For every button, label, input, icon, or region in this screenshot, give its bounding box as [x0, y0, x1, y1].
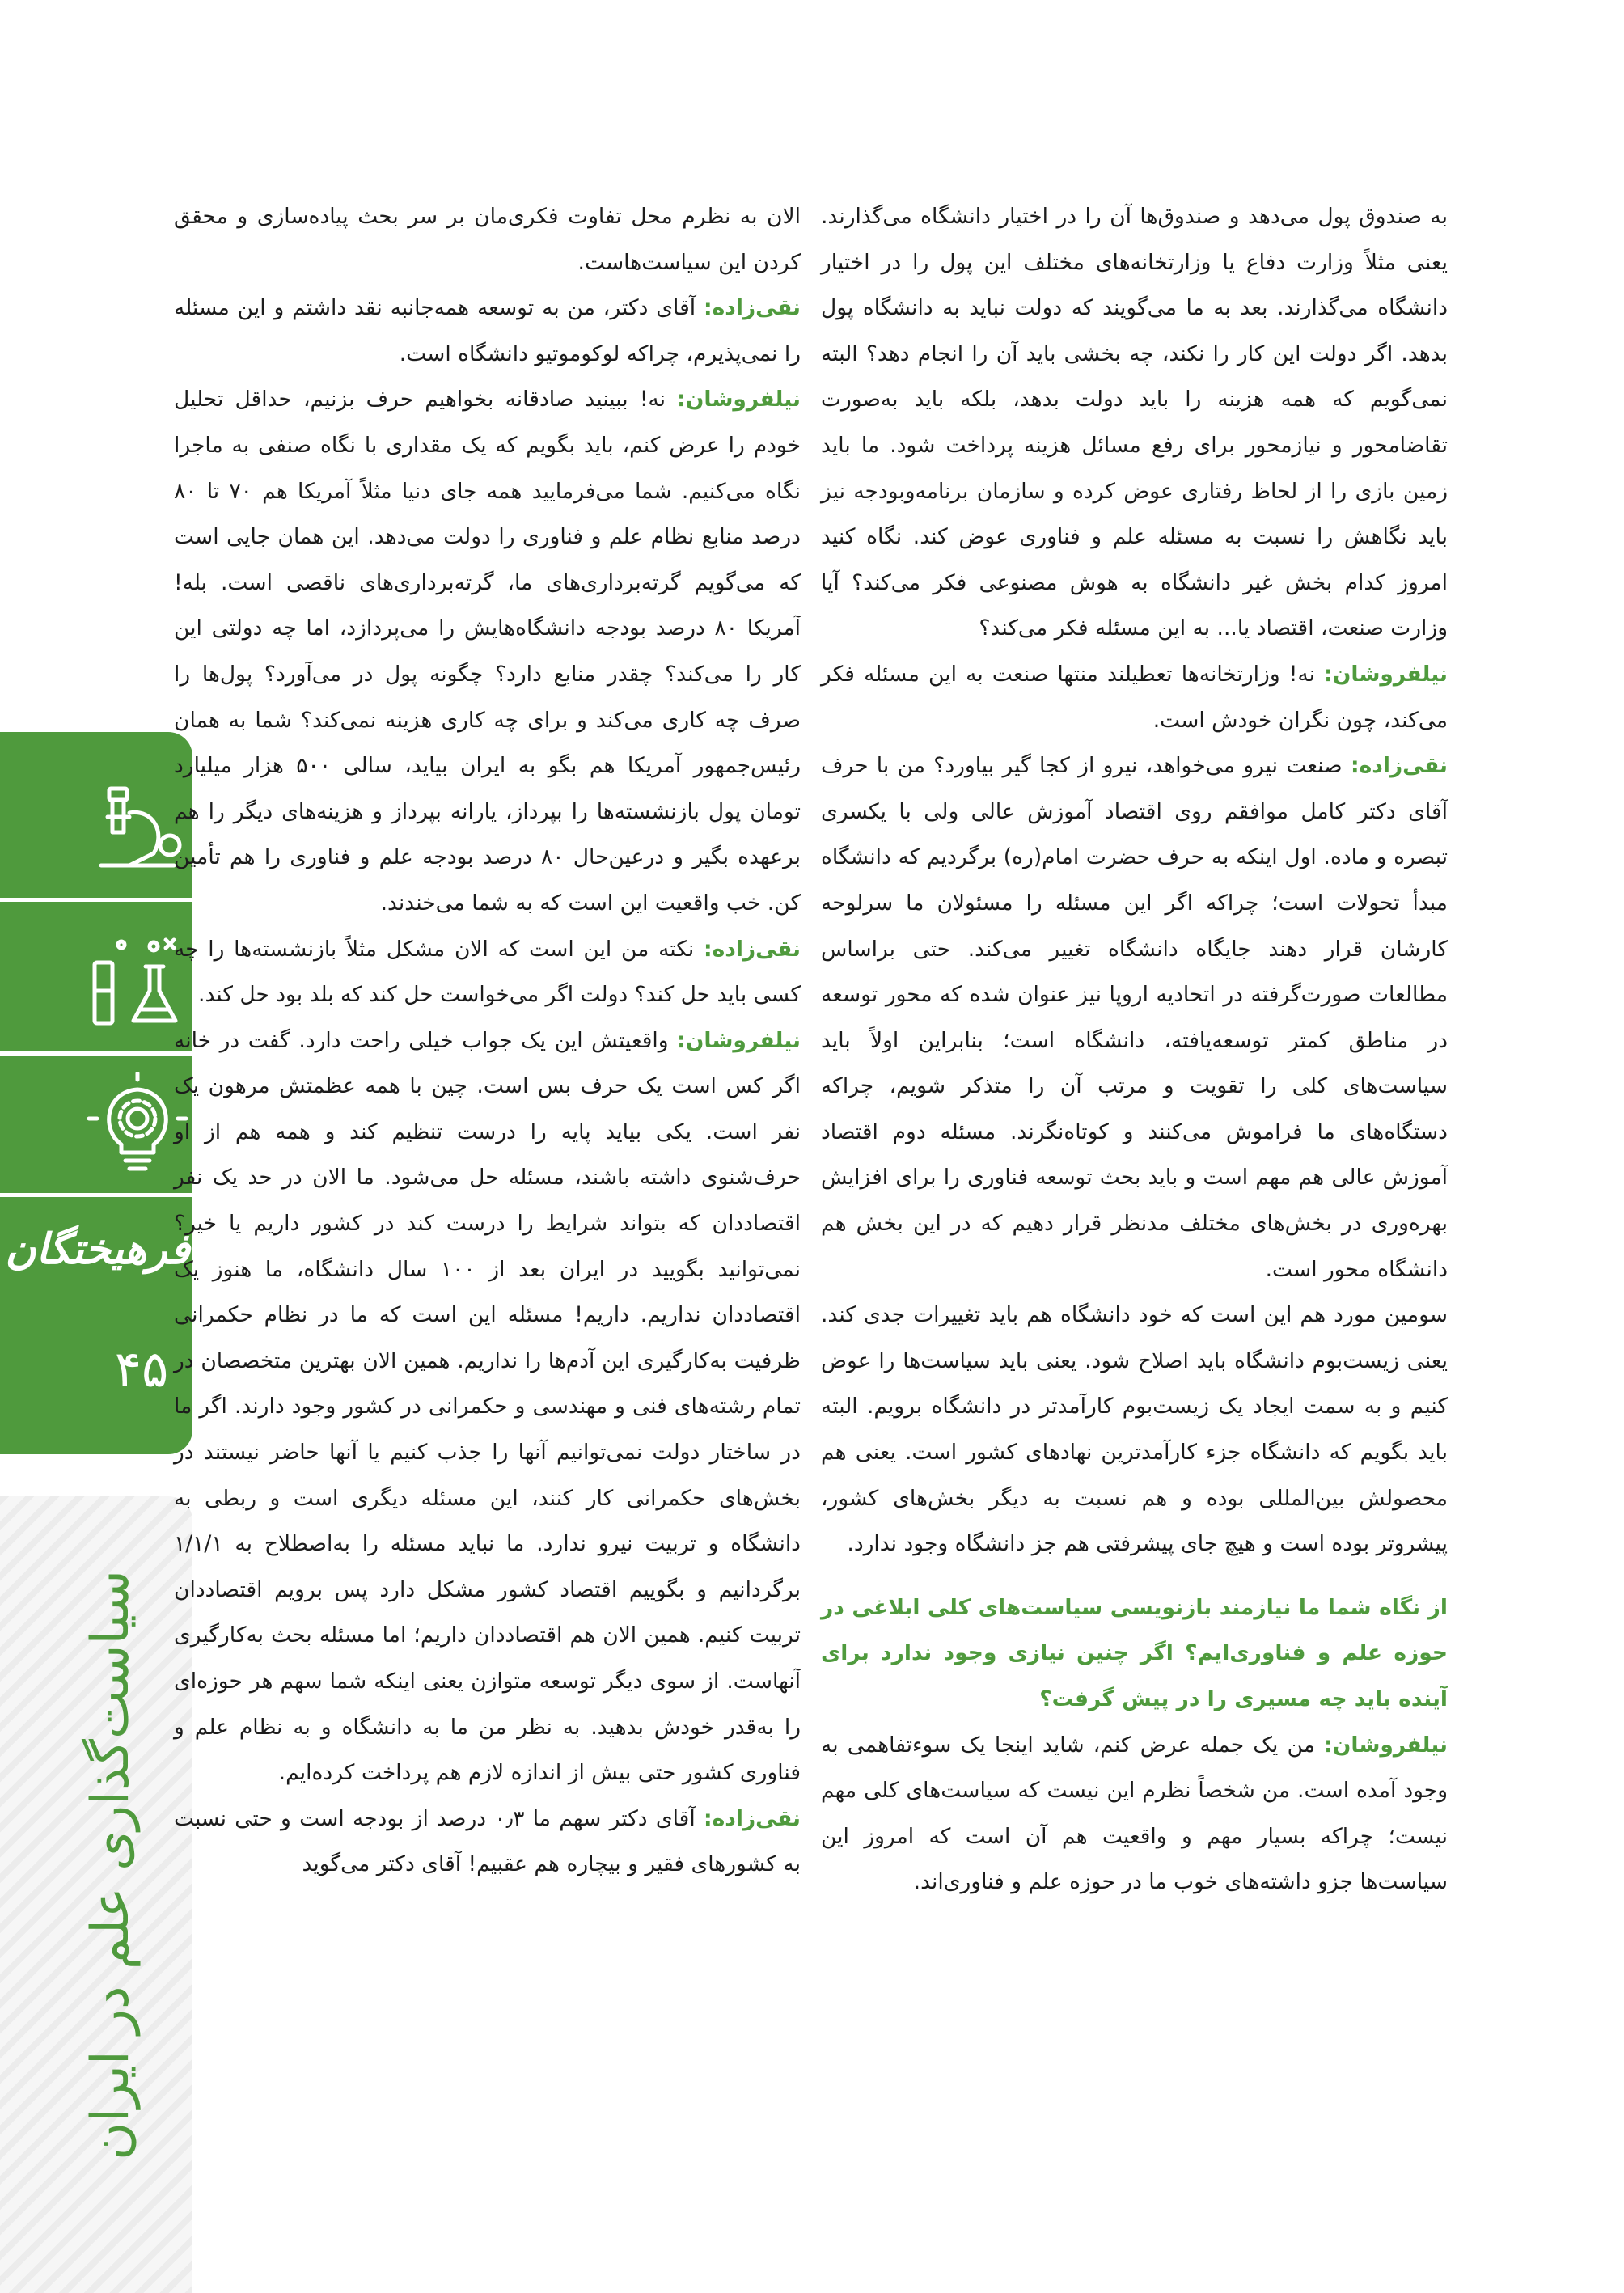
paragraph-text: نه! وزارتخانه‌ها تعطیلند منتها صنعت به این مسئله فکر می‌کند، چون نگران خودش است.	[821, 661, 1448, 733]
paragraph-text: سومین مورد هم این است که خود دانشگاه هم باید تغییرات جدی کند. یعنی زیست‌بوم دانشگاه باید اصلاح شود. یعنی باید سیاست‌ها را عوض کنیم و به سمت ایجاد یک زیست‌بوم کارآمدتر در دانشگاه برویم. البته باید بگویم که دانشگاه جزء کارآمدترین نهادهای کشور است. یعنی هم محصولش بین‌المللی بوده و هم نسبت به دیگر بخش‌های کشور، پیشروتر بوده است و هیچ جای پیشرفتی هم جز دانشگاه وجود ندارد.	[821, 1302, 1448, 1557]
speaker-name: نقی‌زاده:	[703, 295, 801, 321]
paragraph-text: من یک جمله عرض کنم، شاید اینجا یک سوءتفاهمی به وجود آمده است. من شخصاً نظرم این نیست که سیاست‌های کلی مهم نیست؛ چراکه بسیار مهم و واقعیت هم آن است که امروز این سیاست‌ها جزو داشته‌های خوب ما در حوزه علم و فناوری‌اند.	[821, 1732, 1448, 1895]
magazine-logo: فرهیختگان	[5, 1225, 190, 1274]
tab-divider	[0, 898, 192, 902]
paragraph	[174, 194, 801, 286]
paragraph-text: آقای دکتر، من به توسعه همه‌جانبه نقد داشتم و این مسئله را نمی‌پذیرم، چراکه لوکوموتیو دانشگاه است.	[174, 295, 801, 366]
paragraph	[821, 743, 1448, 1292]
speaker-name: نیلفروشان:	[677, 387, 801, 412]
section-title: سیاست‌گذاری علم در ایران	[81, 1570, 141, 2160]
speaker-name: نیلفروشان:	[1324, 661, 1448, 687]
paragraph-text: به صندوق پول می‌دهد و صندوق‌ها آن را در اختیار دانشگاه می‌گذارند. یعنی مثلاً وزارت دفاع یا وزارتخانه‌های مختلف این پول را در اختیار دانشگاه می‌گذارند. بعد به ما می‌گویند که دولت نباید به دانشگاه پول بدهد. اگر دولت این کار را نکند، چه بخشی باید آن را انجام دهد؟ البته نمی‌گویم که همه هزینه را باید دولت بدهد، بلکه باید به‌صورت تقاضامحور و نیازمحور برای رفع مسائل هزینه پرداخت شود. ما باید زمین بازی را از لحاظ رفتاری عوض کرده و سازمان برنامه‌وبودجه نیز باید نگاهش را نسبت به مسئله علم و فناوری عوض کند. نگاه کنید امروز کدام بخش غیر دانشگاه به هوش مصنوعی فکر می‌کند؟ آیا وزارت صنعت، اقتصاد یا... به این مسئله فکر می‌کند؟	[821, 204, 1448, 641]
paragraph	[174, 286, 801, 377]
paragraph-text: صنعت نیرو می‌خواهد، نیرو از کجا گیر بیاورد؟ من با حرف آقای دکتر کامل موافقم روی اقتصاد آموزش عالی ولی با یکسری تبصره و ماده. اول اینکه به حرف حضرت امام(ره) برگردیم که دانشگاه مبدأ تحولات است؛ چراکه اگر این مسئله را مسئولان ما سرلوحه کارشان قرار دهند جایگاه دانشگاه تغییر می‌کند. حتی براساس مطالعات صورت‌گرفته در اتحادیه اروپا نیز عنوان شده که محور توسعه در مناطق کمتر توسعه‌یافته، دانشگاه است؛ بنابراین اولاً باید سیاست‌های کلی را تقویت و مرتب آن را متذکر شویم، چراکه دستگاه‌های ما فراموش می‌کنند و کوتاه‌نگرند. مسئله دوم اقتصاد آموزش عالی هم مهم است و باید بحث توسعه فناوری را برای افزایش بهره‌وری در بخش‌های مختلف مدنظر قرار دهیم که در این بخش هم دانشگاه محور است.	[821, 753, 1448, 1282]
interview-question: از نگاه شما ما نیازمند بازنویسی سیاست‌های کلی ابلاغی در حوزه علم و فناوری‌ایم؟ اگر چنین نیازی وجود ندارد برای آینده باید چه مسیری را در پیش گرفت؟	[821, 1594, 1448, 1711]
speaker-name: نقی‌زاده:	[703, 1805, 801, 1831]
paragraph-text: الان به نظرم محل تفاوت فکری‌مان بر سر بحث پیاده‌سازی و محقق کردن این سیاست‌هاست.	[174, 204, 801, 275]
paragraph-text: نکته من این است که الان مشکل مثلاً بازنشسته‌ها را چه کسی باید حل کند؟ دولت اگر می‌خواست حل کند که بلد بود حل کند.	[174, 936, 801, 1008]
paragraph-text: نه! ببینید صادقانه بخواهیم حرف بزنیم، حداقل تحلیل خودم را عرض کنم، باید بگویم که یک مقداری با نگاه صنفی به ماجرا نگاه می‌کنیم. شما می‌فرمایید همه جای دنیا مثلاً آمریکا هم ۷۰ تا ۸۰ درصد منابع نظام علم و فناوری را دولت می‌دهد. این همان جایی است که می‌گویم گرته‌برداری‌های ما، گرته‌برداری‌های ناقصی است. بله! آمریکا ۸۰ درصد بودجه دانشگاه‌هایش را می‌پردازد، اما چه دولتی این کار را می‌کند؟ چقدر منابع دارد؟ چگونه پول در می‌آورد؟ پول‌ها را صرف چه کاری می‌کند و برای چه کاری هزینه نمی‌کند؟ شما به همان رئیس‌جمهور آمریکا هم بگو به ایران بیاید، سالی ۵۰۰ هزار میلیارد تومان پول بازنشسته‌ها را بپرداز، یارانه بپرداز و هزینه‌های دیگر را هم برعهده بگیر و درعین‌حال ۸۰ درصد بودجه علم و فناوری را هم تأمین کن. خب واقعیت این است که به شما می‌خندند.	[174, 387, 801, 916]
paragraph	[821, 652, 1448, 743]
speaker-name: نقی‌زاده:	[1350, 753, 1448, 779]
paragraph	[821, 194, 1448, 652]
paragraph	[174, 1796, 801, 1888]
article-column-left	[174, 194, 801, 1888]
article-column-right	[821, 194, 1448, 1906]
paragraph	[174, 1018, 801, 1796]
paragraph-text: آقای دکتر سهم ما ۰٫۳ درصد از بودجه است و حتی نسبت به کشورهای فقیر و بیچاره هم عقبیم! آقای دکتر می‌گوید	[174, 1805, 801, 1877]
paragraph	[174, 377, 801, 926]
paragraph	[174, 927, 801, 1018]
paragraph-text: واقعیتش این یک جواب خیلی راحت دارد. گفت در خانه اگر کس است یک حرف بس است. چین با همه عظمتش مرهون یک نفر است. یکی بیاید پایه را درست تنظیم کند و همه هم از او حرف‌شنوی داشته باشند، مسئله حل می‌شود. ما الان در حد یک نفر اقتصاددان که بتواند شرایط را درست کند در کشور داریم یا خیر؟ نمی‌توانید بگویید در ایران بعد از ۱۰۰ سال دانشگاه، ما هنوز یک اقتصاددان نداریم. داریم! مسئله این است که ما در نظام حکمرانی ظرفیت به‌کارگیری این آدم‌ها را نداریم. همین الان بهترین متخصصان در تمام رشته‌های فنی و مهندسی و حکمرانی در کشور وجود دارند. اگر ما در ساختار دولت نمی‌توانیم آنها را جذب کنیم یا آنها حاضر نیستند در بخش‌های حکمرانی کار کنند، این مسئله دیگری است و ربطی به دانشگاه و تربیت نیرو ندارد. ما نباید مسئله را به‌اصطلاح به ۱/۱/۱ برگردانیم و بگوییم اقتصاد کشور مشکل دارد پس برویم اقتصاددان تربیت کنیم. همین الان هم اقتصاددان داریم؛ اما مسئله بحث به‌کارگیری آنهاست. از سوی دیگر توسعه متوازن یعنی اینکه شما سهم هر حوزه‌ای را به‌قدر خودش بدهید. به نظر من ما به دانشگاه و به نظام علم و فناوری کشور حتی بیش از اندازه لازم هم پرداخت کرده‌ایم.	[174, 1027, 801, 1786]
speaker-name: نیلفروشان:	[1324, 1732, 1448, 1758]
page-number: ۴۵	[114, 1339, 169, 1398]
paragraph	[821, 1723, 1448, 1906]
speaker-name: نقی‌زاده:	[703, 936, 801, 962]
tab-divider	[0, 1051, 192, 1056]
speaker-name: نیلفروشان:	[677, 1027, 801, 1053]
tab-divider	[0, 1193, 192, 1197]
paragraph	[821, 1292, 1448, 1567]
